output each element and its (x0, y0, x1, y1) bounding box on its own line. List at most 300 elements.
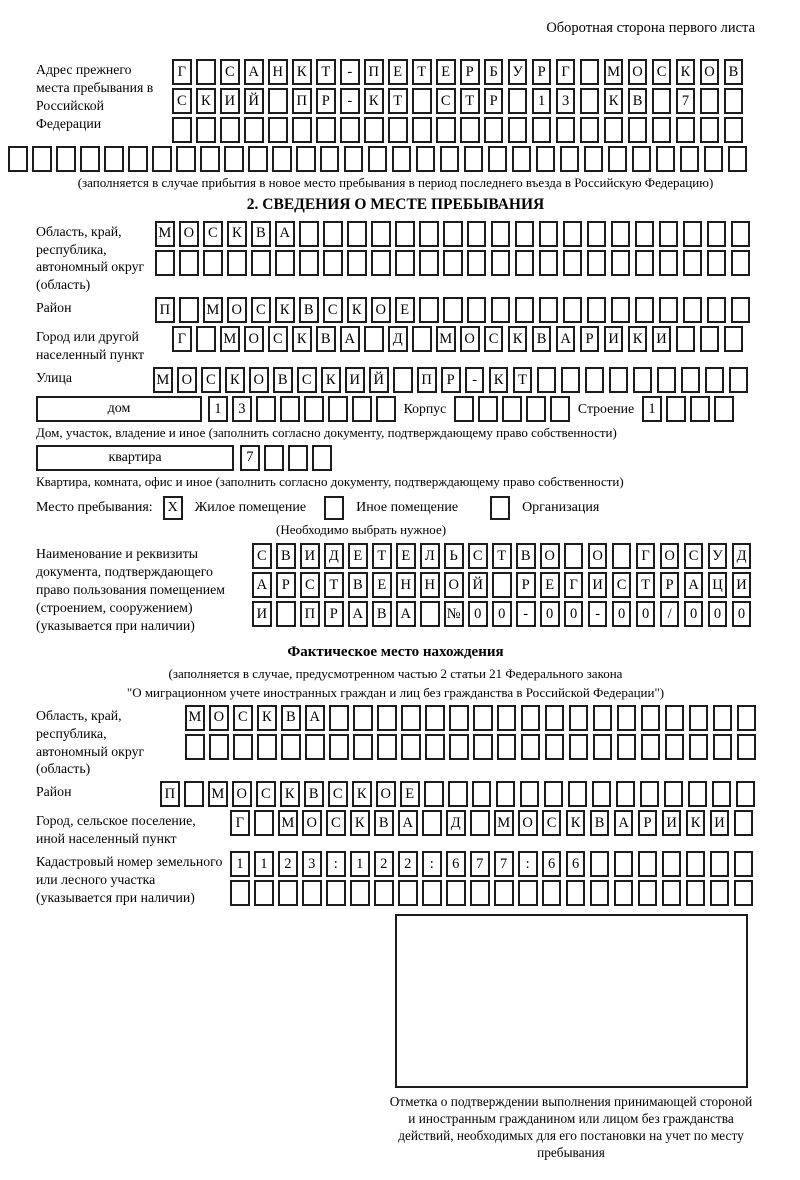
char-cell[interactable]: П (160, 781, 180, 807)
char-cell[interactable] (449, 734, 469, 760)
char-cell[interactable] (657, 367, 677, 393)
char-cell[interactable] (539, 250, 559, 276)
char-cell[interactable]: О (588, 543, 608, 569)
char-cell[interactable] (440, 146, 460, 172)
char-cell[interactable]: М (208, 781, 228, 807)
char-cell[interactable] (560, 146, 580, 172)
char-cell[interactable] (230, 880, 250, 906)
char-cell[interactable]: Й (468, 572, 488, 598)
char-cell[interactable]: 6 (542, 851, 562, 877)
char-cell[interactable]: С (256, 781, 276, 807)
char-cell[interactable]: В (316, 326, 336, 352)
char-cell[interactable]: Т (636, 572, 656, 598)
char-cell[interactable] (665, 734, 685, 760)
char-cell[interactable]: О (700, 59, 720, 85)
char-cell[interactable] (734, 810, 754, 836)
char-cell[interactable] (251, 250, 271, 276)
char-cell[interactable]: Т (513, 367, 533, 393)
char-cell[interactable]: М (494, 810, 514, 836)
char-cell[interactable] (638, 880, 658, 906)
char-cell[interactable] (545, 705, 565, 731)
char-cell[interactable]: А (556, 326, 576, 352)
char-cell[interactable]: И (252, 601, 272, 627)
char-cell[interactable] (371, 250, 391, 276)
char-cell[interactable]: 7 (240, 445, 260, 471)
char-cell[interactable] (590, 880, 610, 906)
char-cell[interactable] (491, 297, 511, 323)
char-cell[interactable]: С (251, 297, 271, 323)
char-cell[interactable] (608, 146, 628, 172)
char-cell[interactable] (641, 705, 661, 731)
char-cell[interactable]: 1 (254, 851, 274, 877)
char-cell[interactable]: 6 (566, 851, 586, 877)
char-cell[interactable] (520, 781, 540, 807)
char-cell[interactable]: С (326, 810, 346, 836)
char-cell[interactable] (424, 781, 444, 807)
char-cell[interactable] (686, 880, 706, 906)
char-cell[interactable] (395, 221, 415, 247)
char-cell[interactable]: С (323, 297, 343, 323)
char-cell[interactable] (254, 810, 274, 836)
char-cell[interactable] (569, 705, 589, 731)
char-cell[interactable] (564, 543, 584, 569)
char-cell[interactable] (268, 88, 288, 114)
char-cell[interactable] (209, 734, 229, 760)
char-cell[interactable] (377, 705, 397, 731)
char-cell[interactable]: С (542, 810, 562, 836)
char-cell[interactable] (497, 705, 517, 731)
char-cell[interactable]: Р (316, 88, 336, 114)
char-cell[interactable]: В (299, 297, 319, 323)
char-cell[interactable]: 6 (446, 851, 466, 877)
char-cell[interactable] (731, 250, 751, 276)
char-cell[interactable] (328, 396, 348, 422)
char-cell[interactable] (8, 146, 28, 172)
char-cell[interactable]: П (292, 88, 312, 114)
char-cell[interactable]: А (684, 572, 704, 598)
char-cell[interactable]: 0 (684, 601, 704, 627)
char-cell[interactable] (656, 146, 676, 172)
char-cell[interactable]: 3 (232, 396, 252, 422)
char-cell[interactable]: А (396, 601, 416, 627)
char-cell[interactable] (659, 250, 679, 276)
char-cell[interactable]: К (686, 810, 706, 836)
char-cell[interactable] (521, 734, 541, 760)
char-cell[interactable] (700, 326, 720, 352)
char-cell[interactable] (496, 781, 516, 807)
char-cell[interactable] (587, 221, 607, 247)
char-cell[interactable] (374, 880, 394, 906)
char-cell[interactable]: 2 (398, 851, 418, 877)
char-cell[interactable]: С (300, 572, 320, 598)
char-cell[interactable] (593, 705, 613, 731)
char-cell[interactable] (299, 250, 319, 276)
char-cell[interactable] (446, 880, 466, 906)
char-cell[interactable] (227, 250, 247, 276)
char-cell[interactable] (420, 601, 440, 627)
char-cell[interactable] (281, 734, 301, 760)
char-cell[interactable] (641, 734, 661, 760)
char-cell[interactable]: А (398, 810, 418, 836)
char-cell[interactable] (584, 146, 604, 172)
char-cell[interactable] (508, 117, 528, 143)
char-cell[interactable] (724, 117, 744, 143)
char-cell[interactable] (713, 705, 733, 731)
char-cell[interactable]: А (252, 572, 272, 598)
char-cell[interactable] (617, 734, 637, 760)
char-cell[interactable]: Д (732, 543, 752, 569)
char-cell[interactable] (728, 146, 748, 172)
char-cell[interactable] (155, 250, 175, 276)
char-cell[interactable] (305, 734, 325, 760)
char-cell[interactable] (268, 117, 288, 143)
char-cell[interactable]: Е (395, 297, 415, 323)
char-cell[interactable] (220, 117, 240, 143)
char-cell[interactable] (32, 146, 52, 172)
char-cell[interactable]: К (508, 326, 528, 352)
char-cell[interactable]: С (328, 781, 348, 807)
char-cell[interactable]: Т (388, 88, 408, 114)
char-cell[interactable] (705, 367, 725, 393)
char-cell[interactable] (392, 146, 412, 172)
char-cell[interactable]: М (155, 221, 175, 247)
residential-checkbox[interactable]: X (163, 496, 183, 520)
char-cell[interactable]: А (275, 221, 295, 247)
char-cell[interactable] (713, 734, 733, 760)
char-cell[interactable] (377, 734, 397, 760)
char-cell[interactable]: К (227, 221, 247, 247)
char-cell[interactable] (464, 146, 484, 172)
char-cell[interactable]: И (710, 810, 730, 836)
char-cell[interactable] (688, 781, 708, 807)
char-cell[interactable]: 3 (556, 88, 576, 114)
char-cell[interactable] (419, 221, 439, 247)
char-cell[interactable] (347, 250, 367, 276)
char-cell[interactable]: М (153, 367, 173, 393)
char-cell[interactable]: К (604, 88, 624, 114)
char-cell[interactable] (280, 396, 300, 422)
char-cell[interactable] (422, 880, 442, 906)
char-cell[interactable] (635, 250, 655, 276)
char-cell[interactable]: 0 (468, 601, 488, 627)
char-cell[interactable]: 3 (302, 851, 322, 877)
char-cell[interactable]: С (436, 88, 456, 114)
char-cell[interactable] (350, 880, 370, 906)
char-cell[interactable] (312, 445, 332, 471)
char-cell[interactable] (689, 734, 709, 760)
char-cell[interactable]: П (417, 367, 437, 393)
char-cell[interactable] (609, 367, 629, 393)
char-cell[interactable] (689, 705, 709, 731)
char-cell[interactable] (587, 250, 607, 276)
char-cell[interactable]: / (660, 601, 680, 627)
char-cell[interactable] (734, 851, 754, 877)
char-cell[interactable] (568, 781, 588, 807)
char-cell[interactable] (224, 146, 244, 172)
char-cell[interactable] (56, 146, 76, 172)
char-cell[interactable] (585, 367, 605, 393)
char-cell[interactable]: К (280, 781, 300, 807)
char-cell[interactable]: К (321, 367, 341, 393)
char-cell[interactable] (632, 146, 652, 172)
char-cell[interactable] (515, 250, 535, 276)
char-cell[interactable] (264, 445, 284, 471)
char-cell[interactable] (353, 705, 373, 731)
char-cell[interactable] (254, 880, 274, 906)
char-cell[interactable]: Г (564, 572, 584, 598)
char-cell[interactable] (416, 146, 436, 172)
char-cell[interactable] (544, 781, 564, 807)
char-cell[interactable] (614, 851, 634, 877)
char-cell[interactable] (492, 572, 512, 598)
char-cell[interactable]: С (268, 326, 288, 352)
char-cell[interactable]: Б (484, 59, 504, 85)
char-cell[interactable]: Г (636, 543, 656, 569)
char-cell[interactable] (449, 705, 469, 731)
char-cell[interactable]: - (340, 88, 360, 114)
char-cell[interactable]: С (468, 543, 488, 569)
char-cell[interactable]: П (364, 59, 384, 85)
char-cell[interactable] (443, 221, 463, 247)
char-cell[interactable] (256, 396, 276, 422)
char-cell[interactable] (681, 367, 701, 393)
char-cell[interactable]: С (652, 59, 672, 85)
char-cell[interactable] (580, 59, 600, 85)
char-cell[interactable]: О (177, 367, 197, 393)
char-cell[interactable] (460, 117, 480, 143)
char-cell[interactable] (537, 367, 557, 393)
char-cell[interactable]: К (275, 297, 295, 323)
char-cell[interactable]: : (518, 851, 538, 877)
char-cell[interactable] (710, 851, 730, 877)
char-cell[interactable]: 7 (470, 851, 490, 877)
other-premises-checkbox[interactable] (324, 496, 344, 520)
char-cell[interactable]: О (179, 221, 199, 247)
char-cell[interactable]: 0 (612, 601, 632, 627)
char-cell[interactable]: О (628, 59, 648, 85)
char-cell[interactable] (566, 880, 586, 906)
char-cell[interactable] (176, 146, 196, 172)
char-cell[interactable]: А (305, 705, 325, 731)
char-cell[interactable] (707, 297, 727, 323)
char-cell[interactable] (288, 445, 308, 471)
char-cell[interactable] (419, 297, 439, 323)
char-cell[interactable] (393, 367, 413, 393)
char-cell[interactable]: Г (556, 59, 576, 85)
char-cell[interactable] (590, 851, 610, 877)
char-cell[interactable] (470, 880, 490, 906)
char-cell[interactable] (352, 396, 372, 422)
char-cell[interactable] (737, 734, 757, 760)
char-cell[interactable]: К (676, 59, 696, 85)
char-cell[interactable] (276, 601, 296, 627)
char-cell[interactable]: - (465, 367, 485, 393)
char-cell[interactable] (179, 297, 199, 323)
char-cell[interactable] (714, 396, 734, 422)
char-cell[interactable]: А (614, 810, 634, 836)
char-cell[interactable] (353, 734, 373, 760)
char-cell[interactable] (515, 221, 535, 247)
char-cell[interactable]: С (484, 326, 504, 352)
char-cell[interactable] (712, 781, 732, 807)
char-cell[interactable] (638, 851, 658, 877)
char-cell[interactable]: Р (441, 367, 461, 393)
char-cell[interactable] (729, 367, 749, 393)
char-cell[interactable] (518, 880, 538, 906)
char-cell[interactable]: Ь (444, 543, 464, 569)
char-cell[interactable]: К (364, 88, 384, 114)
char-cell[interactable] (278, 880, 298, 906)
char-cell[interactable]: И (220, 88, 240, 114)
char-cell[interactable] (666, 396, 686, 422)
char-cell[interactable] (515, 297, 535, 323)
char-cell[interactable]: Д (388, 326, 408, 352)
char-cell[interactable] (292, 117, 312, 143)
char-cell[interactable] (467, 297, 487, 323)
char-cell[interactable]: 2 (374, 851, 394, 877)
char-cell[interactable]: И (300, 543, 320, 569)
char-cell[interactable] (473, 705, 493, 731)
char-cell[interactable] (662, 851, 682, 877)
char-cell[interactable]: : (422, 851, 442, 877)
char-cell[interactable]: И (662, 810, 682, 836)
char-cell[interactable]: О (460, 326, 480, 352)
char-cell[interactable] (665, 705, 685, 731)
char-cell[interactable] (707, 250, 727, 276)
char-cell[interactable] (467, 221, 487, 247)
char-cell[interactable]: У (508, 59, 528, 85)
organization-checkbox[interactable] (490, 496, 510, 520)
char-cell[interactable] (326, 880, 346, 906)
char-cell[interactable] (676, 117, 696, 143)
char-cell[interactable]: В (281, 705, 301, 731)
char-cell[interactable] (563, 221, 583, 247)
char-cell[interactable]: Т (372, 543, 392, 569)
char-cell[interactable]: К (350, 810, 370, 836)
char-cell[interactable] (521, 705, 541, 731)
char-cell[interactable]: К (292, 326, 312, 352)
char-cell[interactable] (539, 221, 559, 247)
char-cell[interactable]: У (708, 543, 728, 569)
char-cell[interactable]: В (628, 88, 648, 114)
char-cell[interactable] (616, 781, 636, 807)
char-cell[interactable] (104, 146, 124, 172)
char-cell[interactable] (80, 146, 100, 172)
char-cell[interactable] (652, 117, 672, 143)
char-cell[interactable] (152, 146, 172, 172)
char-cell[interactable] (179, 250, 199, 276)
char-cell[interactable] (617, 705, 637, 731)
char-cell[interactable]: О (444, 572, 464, 598)
char-cell[interactable]: Е (348, 543, 368, 569)
char-cell[interactable] (491, 221, 511, 247)
char-cell[interactable] (347, 221, 367, 247)
char-cell[interactable]: - (588, 601, 608, 627)
char-cell[interactable]: И (345, 367, 365, 393)
char-cell[interactable] (443, 250, 463, 276)
char-cell[interactable] (364, 326, 384, 352)
char-cell[interactable]: 1 (230, 851, 250, 877)
char-cell[interactable] (611, 297, 631, 323)
char-cell[interactable] (412, 88, 432, 114)
char-cell[interactable]: К (628, 326, 648, 352)
char-cell[interactable]: В (516, 543, 536, 569)
char-cell[interactable] (550, 396, 570, 422)
char-cell[interactable] (316, 117, 336, 143)
char-cell[interactable] (536, 146, 556, 172)
char-cell[interactable] (376, 396, 396, 422)
char-cell[interactable] (690, 396, 710, 422)
char-cell[interactable]: Й (244, 88, 264, 114)
char-cell[interactable] (526, 396, 546, 422)
char-cell[interactable]: А (340, 326, 360, 352)
char-cell[interactable] (710, 880, 730, 906)
char-cell[interactable] (419, 250, 439, 276)
char-cell[interactable] (488, 146, 508, 172)
char-cell[interactable]: К (292, 59, 312, 85)
char-cell[interactable]: Т (316, 59, 336, 85)
char-cell[interactable] (196, 117, 216, 143)
char-cell[interactable]: Е (436, 59, 456, 85)
char-cell[interactable]: Т (412, 59, 432, 85)
char-cell[interactable] (604, 117, 624, 143)
char-cell[interactable] (683, 250, 703, 276)
char-cell[interactable]: С (201, 367, 221, 393)
char-cell[interactable] (472, 781, 492, 807)
char-cell[interactable] (683, 297, 703, 323)
char-cell[interactable] (545, 734, 565, 760)
char-cell[interactable] (340, 117, 360, 143)
char-cell[interactable] (323, 221, 343, 247)
char-cell[interactable] (401, 734, 421, 760)
char-cell[interactable] (436, 117, 456, 143)
char-cell[interactable] (563, 297, 583, 323)
char-cell[interactable]: 0 (492, 601, 512, 627)
char-cell[interactable] (633, 367, 653, 393)
char-cell[interactable]: С (172, 88, 192, 114)
char-cell[interactable] (470, 810, 490, 836)
char-cell[interactable] (652, 88, 672, 114)
char-cell[interactable]: П (155, 297, 175, 323)
char-cell[interactable] (425, 705, 445, 731)
char-cell[interactable]: - (340, 59, 360, 85)
char-cell[interactable] (561, 367, 581, 393)
char-cell[interactable] (707, 221, 727, 247)
char-cell[interactable]: Л (420, 543, 440, 569)
char-cell[interactable] (412, 326, 432, 352)
char-cell[interactable]: В (276, 543, 296, 569)
char-cell[interactable]: О (249, 367, 269, 393)
char-cell[interactable]: В (374, 810, 394, 836)
char-cell[interactable] (478, 396, 498, 422)
char-cell[interactable]: 7 (676, 88, 696, 114)
char-cell[interactable] (443, 297, 463, 323)
char-cell[interactable]: В (724, 59, 744, 85)
char-cell[interactable]: С (612, 572, 632, 598)
char-cell[interactable] (664, 781, 684, 807)
char-cell[interactable] (494, 880, 514, 906)
char-cell[interactable]: 1 (532, 88, 552, 114)
char-cell[interactable] (425, 734, 445, 760)
char-cell[interactable] (662, 880, 682, 906)
char-cell[interactable]: Е (388, 59, 408, 85)
char-cell[interactable]: О (244, 326, 264, 352)
char-cell[interactable]: Г (172, 59, 192, 85)
char-cell[interactable] (683, 221, 703, 247)
char-cell[interactable] (593, 734, 613, 760)
char-cell[interactable] (128, 146, 148, 172)
char-cell[interactable] (635, 221, 655, 247)
